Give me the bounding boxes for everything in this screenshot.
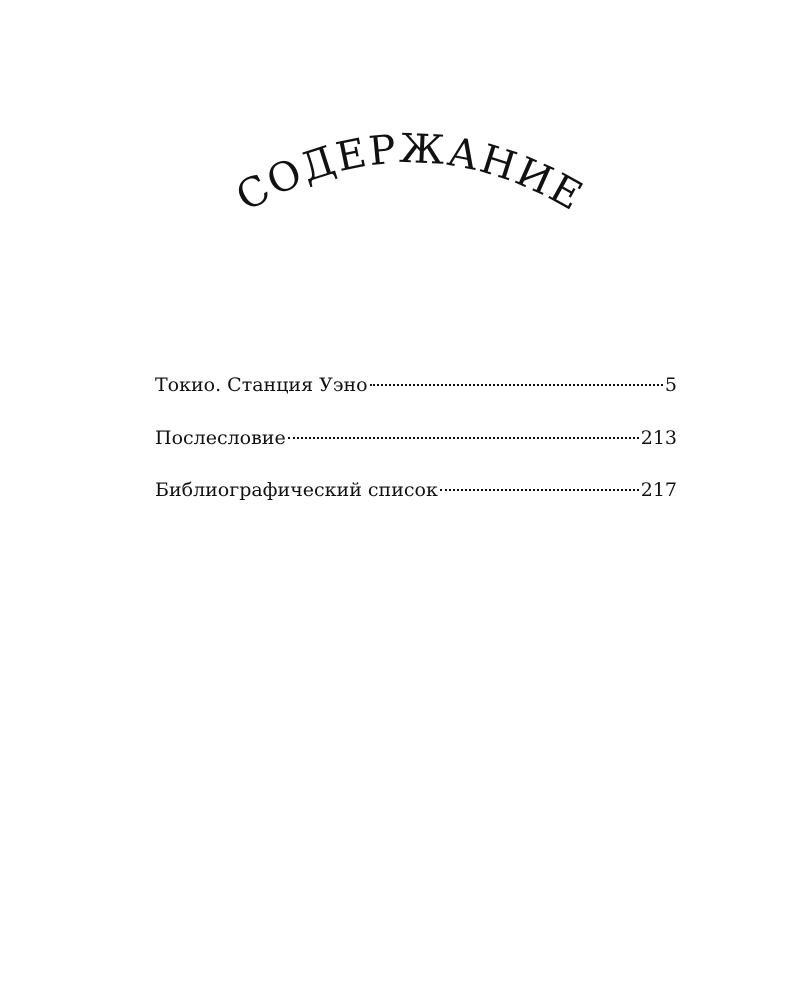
toc-entry-bibliography[interactable]	[155, 477, 677, 504]
toc-entry-page-number: 213	[640, 426, 677, 449]
toc-entry-afterword[interactable]	[155, 425, 677, 452]
heading-arc	[0, 0, 800, 260]
contents-heading	[229, 126, 591, 221]
dot-leader	[440, 489, 639, 491]
toc-entry-page-number: 5	[664, 374, 677, 396]
toc-entry-tokyo-ueno-station[interactable]	[155, 372, 677, 399]
toc-entry-title: Послесловие	[155, 426, 286, 449]
page-heading	[0, 0, 800, 260]
toc-entry-title: Токио. Станция Уэно	[155, 374, 368, 396]
table-of-contents	[155, 372, 677, 530]
toc-entry-title: Библиографический список	[155, 479, 438, 501]
dot-leader	[288, 437, 639, 439]
dot-leader	[370, 384, 663, 386]
contents-heading-text: СОДЕРЖАНИЕ	[228, 125, 592, 221]
toc-entry-page-number: 217	[640, 479, 677, 501]
